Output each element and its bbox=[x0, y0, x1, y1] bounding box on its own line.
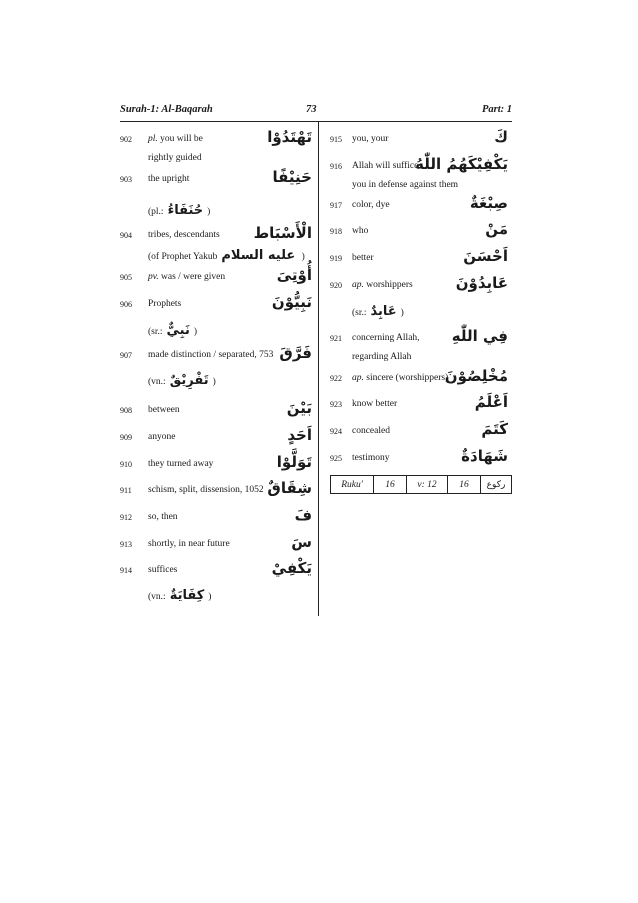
meaning-text: made distinction / separated, 753 bbox=[148, 350, 274, 360]
plural-note bbox=[148, 371, 216, 392]
english-meaning bbox=[352, 328, 420, 348]
meaning-text: worshippers bbox=[363, 280, 413, 290]
english-meaning bbox=[148, 345, 273, 365]
meaning-text: sincere (worshippers) bbox=[363, 373, 449, 383]
note-arabic: نَبِيٌّ bbox=[166, 323, 190, 338]
arabic-word: كَتَمَ bbox=[481, 420, 508, 438]
note-prefix: (of Prophet Yakub bbox=[148, 252, 218, 262]
note-suffix: ) bbox=[207, 207, 211, 217]
english-meaning bbox=[148, 427, 175, 447]
english-meaning bbox=[352, 275, 413, 295]
note-prefix: (vn.: bbox=[148, 377, 166, 387]
entry-number: 905 bbox=[120, 273, 132, 282]
ruku-box bbox=[330, 475, 512, 494]
arabic-word: صِبْغَةٌ bbox=[469, 194, 508, 212]
arabic-word: تَهْتَدُوْا bbox=[267, 128, 312, 146]
entry-number: 922 bbox=[330, 374, 342, 383]
plural-note bbox=[148, 246, 305, 267]
meaning-text: you, your bbox=[352, 134, 389, 144]
column-divider bbox=[318, 122, 319, 616]
ruku-verse: v: 12 bbox=[406, 476, 447, 493]
arabic-word: كَ bbox=[494, 128, 508, 146]
english-meaning bbox=[352, 195, 390, 215]
english-meaning bbox=[148, 534, 230, 554]
note-prefix: (sr.: bbox=[148, 327, 163, 337]
meaning-text: who bbox=[352, 226, 369, 236]
english-meaning bbox=[352, 156, 418, 176]
english-meaning bbox=[148, 294, 181, 314]
note-suffix: ) bbox=[193, 327, 198, 337]
entry-number: 923 bbox=[330, 400, 342, 409]
english-meaning bbox=[148, 169, 189, 189]
arabic-word: اَحَدٍ bbox=[287, 426, 312, 444]
ruku-number-2: 16 bbox=[447, 476, 480, 493]
meaning-text: tribes, descendants bbox=[148, 230, 220, 240]
meaning-text: they turned away bbox=[148, 459, 214, 469]
english-meaning bbox=[148, 454, 213, 474]
english-meaning bbox=[352, 421, 390, 441]
meaning-text: shortly, in near future bbox=[148, 539, 230, 549]
entry-number: 915 bbox=[330, 135, 342, 144]
arabic-word: نَبِيُّوْنَ bbox=[271, 293, 312, 311]
entry-number: 917 bbox=[330, 201, 342, 210]
part-label: Part: 1 bbox=[481, 104, 512, 115]
english-meaning bbox=[148, 225, 220, 245]
english-meaning bbox=[148, 129, 203, 149]
note-arabic: عَابِدٌ bbox=[370, 304, 397, 319]
note-prefix: (pl.: bbox=[148, 207, 164, 217]
english-meaning bbox=[352, 248, 374, 268]
meaning-text: better bbox=[352, 253, 374, 263]
ruku-label: Ruku' bbox=[341, 479, 363, 490]
header-rule bbox=[120, 121, 512, 122]
arabic-word: شَهَادَةٌ bbox=[461, 447, 508, 465]
note-arabic: كِفَايَةٌ bbox=[169, 588, 205, 603]
note-prefix: (vn.: bbox=[148, 592, 166, 602]
note-arabic: تَفْرِيْقٌ bbox=[169, 373, 209, 388]
english-meaning bbox=[352, 368, 448, 388]
arabic-word: مَنْ bbox=[485, 220, 508, 238]
plural-note bbox=[148, 586, 211, 607]
arabic-word: فَ bbox=[294, 506, 312, 524]
meaning-text: concerning Allah, bbox=[352, 333, 420, 343]
meaning-continuation: rightly guided bbox=[148, 153, 202, 163]
arabic-word: تَوَلَّوْا bbox=[276, 453, 312, 471]
note-arabic: عليه السلام bbox=[221, 248, 296, 263]
page-number: 73 bbox=[306, 104, 317, 115]
entry-number: 921 bbox=[330, 334, 342, 343]
meaning-text: testimony bbox=[352, 453, 390, 463]
entry-number: 909 bbox=[120, 433, 132, 442]
arabic-word: اَعْلَمُ bbox=[474, 393, 508, 411]
meaning-text: so, then bbox=[148, 512, 178, 522]
note-suffix: ) bbox=[208, 592, 212, 602]
meaning-text: was / were given bbox=[158, 272, 226, 282]
entry-number: 907 bbox=[120, 351, 132, 360]
entry-number: 925 bbox=[330, 454, 342, 463]
entry-number: 906 bbox=[120, 300, 132, 309]
note-prefix: (sr.: bbox=[352, 308, 367, 318]
english-meaning bbox=[148, 400, 180, 420]
english-meaning bbox=[148, 267, 225, 287]
arabic-word: بَيْنَ bbox=[286, 399, 312, 417]
arabic-word: شِقَاقٌ bbox=[267, 479, 312, 497]
note-suffix: ) bbox=[299, 252, 305, 262]
ruku-number: 16 bbox=[373, 476, 406, 493]
meaning-text: color, dye bbox=[352, 200, 390, 210]
entry-number: 908 bbox=[120, 406, 132, 415]
entry-number: 913 bbox=[120, 540, 132, 549]
english-meaning bbox=[352, 448, 389, 468]
plural-note bbox=[148, 321, 197, 342]
meaning-text: Prophets bbox=[148, 299, 182, 309]
entry-number: 904 bbox=[120, 231, 132, 240]
english-meaning bbox=[148, 507, 178, 527]
meaning-text: anyone bbox=[148, 432, 176, 442]
arabic-word: يَكْفِيْكَهُمُ اللّٰهُ bbox=[415, 155, 508, 173]
entry-number: 920 bbox=[330, 281, 342, 290]
grammar-tag: ap. bbox=[352, 373, 364, 383]
arabic-word: فَرَّقَ bbox=[279, 344, 312, 362]
meaning-text: between bbox=[148, 405, 180, 415]
arabic-word: حَنِيْفًا bbox=[272, 168, 312, 186]
arabic-word: سَ bbox=[291, 533, 312, 551]
plural-note bbox=[352, 302, 404, 323]
meaning-text: Allah will suffice bbox=[352, 161, 419, 171]
entry-number: 911 bbox=[120, 486, 132, 495]
entry-number: 918 bbox=[330, 227, 342, 236]
entry-number: 924 bbox=[330, 427, 342, 436]
note-suffix: ) bbox=[212, 377, 216, 387]
grammar-tag: ap. bbox=[352, 280, 364, 290]
ruku-arabic: رکوع bbox=[480, 476, 511, 493]
surah-label: Surah-1: Al-Baqarah bbox=[120, 104, 213, 115]
entry-number: 903 bbox=[120, 175, 132, 184]
grammar-tag: pl. bbox=[148, 134, 158, 144]
meaning-text: concealed bbox=[352, 426, 390, 436]
arabic-word: فِي اللّٰهِ bbox=[451, 327, 508, 345]
arabic-word: عَابِدُوْنَ bbox=[455, 274, 508, 292]
meaning-text: schism, split, dissension, 1052 bbox=[148, 485, 264, 495]
english-meaning bbox=[148, 560, 177, 580]
entry-number: 902 bbox=[120, 135, 132, 144]
meaning-continuation: you in defense against them bbox=[352, 180, 459, 190]
note-arabic: حُنَفَاءُ bbox=[167, 203, 204, 218]
entry-number: 919 bbox=[330, 254, 342, 263]
meaning-text: you will be bbox=[157, 134, 203, 144]
english-meaning bbox=[352, 129, 388, 149]
arabic-word: أُوْتِىَ bbox=[276, 266, 312, 284]
meaning-text: the upright bbox=[148, 174, 190, 184]
plural-note bbox=[148, 201, 210, 222]
entry-number: 910 bbox=[120, 460, 132, 469]
meaning-continuation: regarding Allah bbox=[352, 352, 412, 362]
arabic-word: اَحْسَنَ bbox=[463, 247, 508, 265]
grammar-tag: pv. bbox=[148, 272, 159, 282]
note-suffix: ) bbox=[400, 308, 404, 318]
english-meaning bbox=[148, 480, 264, 500]
entry-number: 916 bbox=[330, 162, 342, 171]
page-header bbox=[120, 104, 512, 120]
english-meaning bbox=[352, 221, 368, 241]
entry-number: 912 bbox=[120, 513, 132, 522]
arabic-word: الْأَسْبَاط bbox=[253, 224, 312, 242]
english-meaning bbox=[352, 394, 397, 414]
meaning-text: know better bbox=[352, 399, 398, 409]
arabic-word: يَكْفِيْ bbox=[271, 559, 312, 577]
entry-number: 914 bbox=[120, 566, 132, 575]
arabic-word: مُخْلِصُوْنَ bbox=[444, 367, 508, 385]
meaning-text: suffices bbox=[148, 565, 178, 575]
